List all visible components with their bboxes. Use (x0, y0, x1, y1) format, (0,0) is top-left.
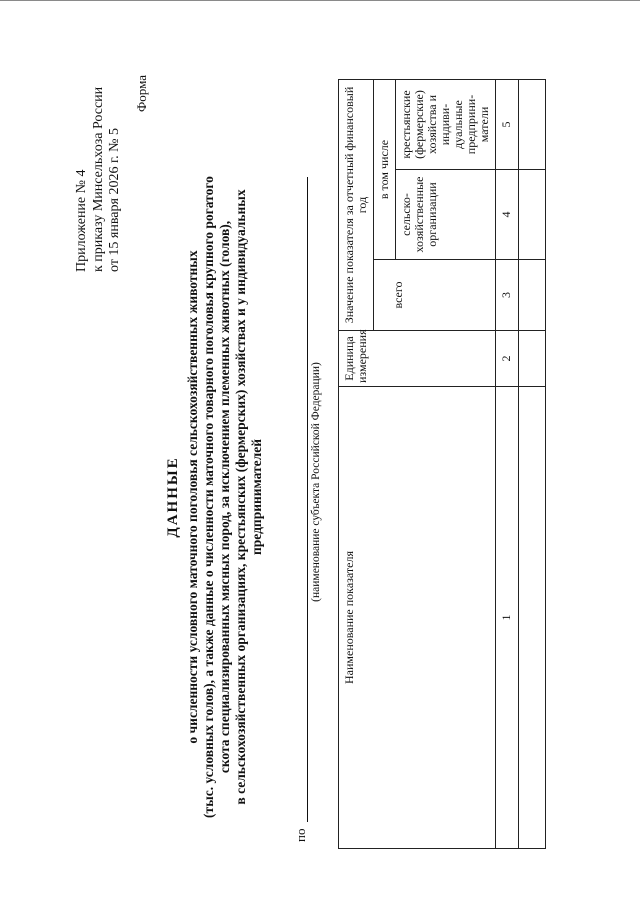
description-line-4: в сельскохозяйственных организациях, крестьянских (фермерских) хозяйствах и у индивидуальных (233, 189, 248, 805)
table-row-column-numbers (496, 79, 519, 848)
indicator-table (338, 79, 546, 849)
scan-top-edge (0, 0, 640, 1)
description-line-3: скота специализированных мясных пород, за исключением племенных животных (голов), (217, 220, 232, 774)
appendix-number: Приложение № 4 (74, 169, 89, 272)
description-line-2: (тыс. условных голов), а также данные о численности маточного товарного поголовья крупного рогатого (201, 176, 216, 818)
subject-fill-line[interactable] (307, 177, 308, 822)
column-number: 4 (496, 170, 519, 260)
table-header-row (339, 79, 374, 848)
header-agri-organizations: сельско-хозяйственные организации (396, 170, 496, 260)
column-number: 2 (496, 331, 519, 387)
table-cell[interactable] (519, 331, 546, 387)
header-value: Значение показателя за отчетный финансовый год (339, 79, 374, 330)
table-row-empty (519, 79, 546, 848)
table-cell[interactable] (519, 79, 546, 169)
form-label: Форма (134, 75, 149, 112)
description-line-1: о численности условного маточного поголовья сельскохозяйственных животных (185, 250, 200, 744)
table-cell[interactable] (519, 387, 546, 849)
description-line-5: предпринимателей (249, 438, 264, 556)
order-date: от 15 января 2026 г. № 5 (107, 128, 122, 272)
column-number: 3 (496, 260, 519, 331)
header-unit: Единица измерения (339, 331, 496, 387)
document-title: ДАННЫЕ (165, 456, 181, 538)
table-cell[interactable] (519, 170, 546, 260)
subject-prefix: по (293, 828, 308, 842)
header-indicator-name: Наименование показателя (339, 387, 496, 849)
header-total: всего (374, 260, 496, 331)
subject-caption: (наименование субъекта Российской Федерации) (310, 362, 322, 602)
order-reference: к приказу Минсельхоза России (91, 86, 106, 272)
header-farms: крестьянские (фермерские) хозяйства и индиви-дуальные предприни-матели (396, 79, 496, 169)
table-cell[interactable] (519, 260, 546, 331)
rotated-document-page (0, 7, 640, 892)
header-including: в том числе (374, 79, 396, 259)
column-number: 5 (496, 79, 519, 169)
column-number: 1 (496, 387, 519, 849)
